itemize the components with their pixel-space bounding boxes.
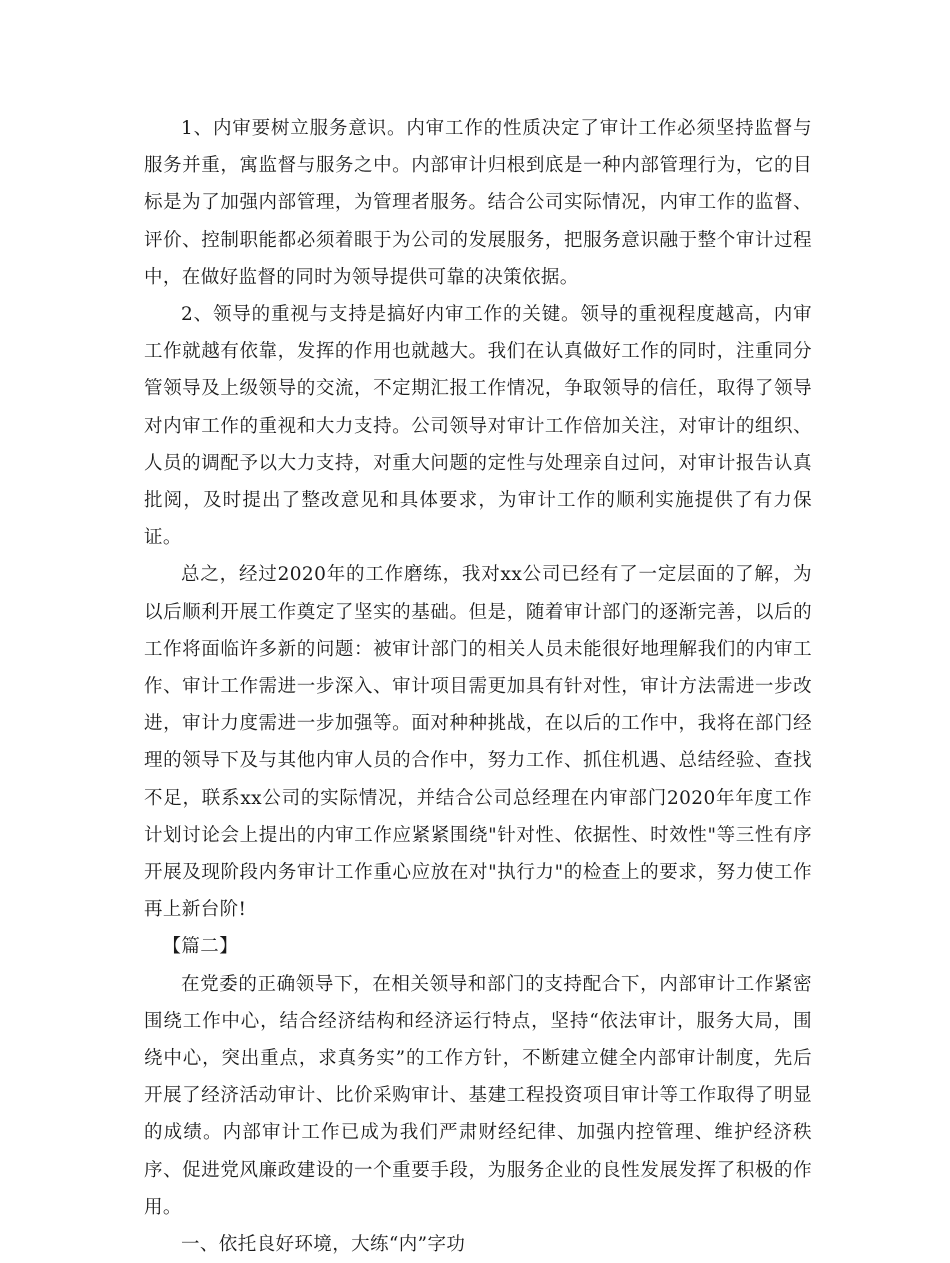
- subheading-environment: 一、依托良好环境，大练“内”字功: [181, 1234, 466, 1256]
- section-heading: 【篇二】: [162, 936, 239, 958]
- paragraph-summary: 总之，经过2020年的工作磨练，我对xx公司已经有了一定层面的了解，为以后顺利开展工作奠定了坚实的基础。但是，随着审计部门的逐渐完善，以后的工作将面临许多新的问题：被审计部门的相关人员未能很好地理解我们的内审工作、审计工作需进一步深入、审计项目需更加具有针对性，审计方法需进一步改进，审计力度需进一步加强等。面对种种挑战，在以后的工作中，我将在部门经理的领导下及与其他内审人员的合作中，努力工作、抓住机遇、总结经验、查找不足，联系xx公司的实际情况，并结合公司总经理在内审部门2020年年度工作计划讨论会上提出的内审工作应紧紧围绕"针对性、依据性、时效性"等三性有序开展及现阶段内务审计工作重心应放在对"执行力"的检查上的要求，努力使工作再上新台阶!: [144, 564, 812, 921]
- document-page: [144, 110, 812, 1263]
- paragraph-leadership-support: 2、领导的重视与支持是搞好内审工作的关键。领导的重视程度越高，内审工作就越有依靠，发挥的作用也就越大。我们在认真做好工作的同时，注重同分管领导及上级领导的交流，不定期汇报工作情况，争取领导的信任，取得了领导对内审工作的重视和大力支持。公司领导对审计工作倍加关注，对审计的组织、人员的调配予以大力支持，对重大问题的定性与处理亲自过问，对审计报告认真批阅，及时提出了整改意见和具体要求，为审计工作的顺利实施提供了有力保证。: [144, 304, 812, 549]
- paragraph-audit-achievements: 在党委的正确领导下，在相关领导和部门的支持配合下，内部审计工作紧密围绕工作中心，结合经济结构和经济运行特点，坚持“依法审计，服务大局，围绕中心，突出重点，求真务实”的工作方针，不断建立健全内部审计制度，先后开展了经济活动审计、比价采购审计、基建工程投资项目审计等工作取得了明显的成绩。内部审计工作已成为我们严肃财经纪律、加强内控管理、维护经济秩序、促进党风廉政建设的一个重要手段，为服务企业的良性发展发挥了积极的作用。: [144, 973, 812, 1218]
- paragraph-service-awareness: 1、内审要树立服务意识。内审工作的性质决定了审计工作必须坚持监督与服务并重，寓监督与服务之中。内部审计归根到底是一种内部管理行为，它的目标是为了加强内部管理，为管理者服务。结合公司实际情况，内审工作的监督、评价、控制职能都必须着眼于为公司的发展服务，把服务意识融于整个审计过程中，在做好监督的同时为领导提供可靠的决策依据。: [144, 118, 812, 288]
